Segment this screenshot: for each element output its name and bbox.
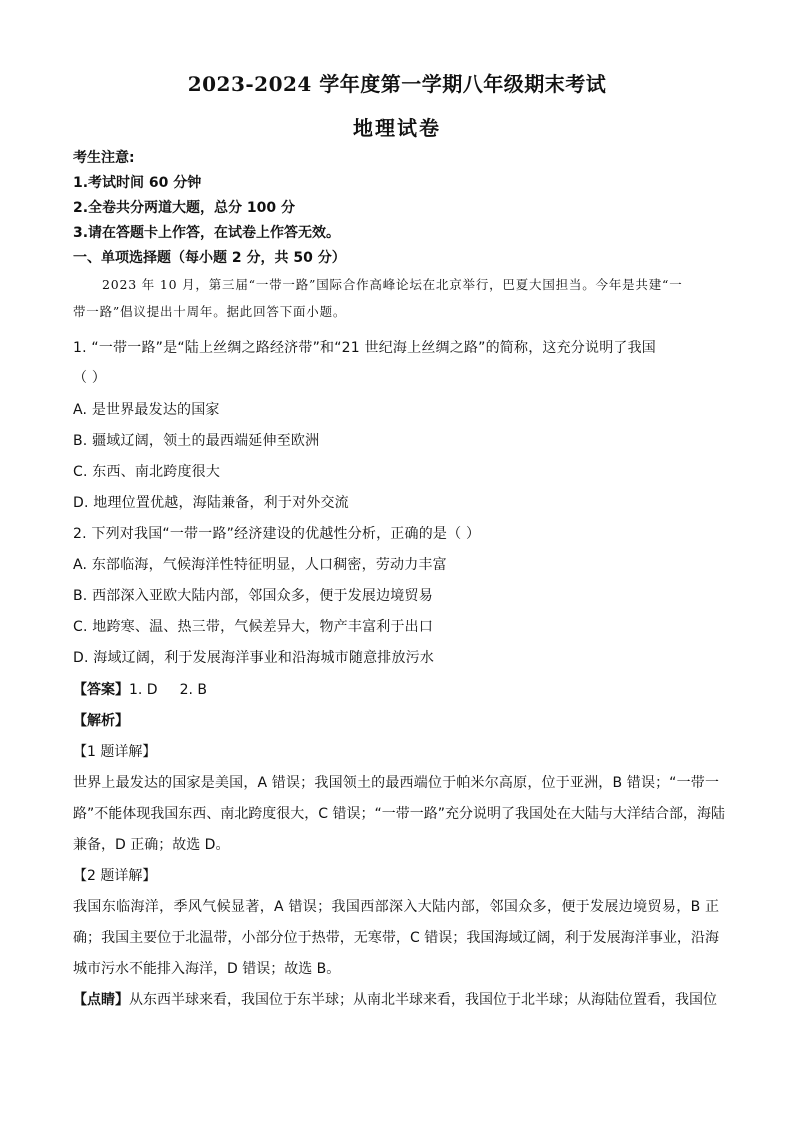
question-2-stem: 2. 下列对我国“一带一路”经济建设的优越性分析，正确的是（ ）: [73, 526, 481, 542]
detail-1-line: 兼备，D 正确；故选 D。: [73, 837, 230, 853]
detail-2-line: 确；我国主要位于北温带，小部分位于热带，无寒带，C 错误；我国海域辽阔，利于发展海洋事业，沿海: [73, 930, 719, 946]
section-title: 一、单项选择题（每小题 2 分，共 50 分）: [73, 250, 346, 266]
answer-label: 【答案】: [73, 682, 129, 698]
question-1-stem: 1. “一带一路”是“陆上丝绸之路经济带”和“21 世纪海上丝绸之路”的简称，这充分说明了我国: [73, 340, 656, 356]
question-1-option-d: D. 地理位置优越，海陆兼备，利于对外交流: [73, 495, 349, 511]
exam-title: 2023-2024 学年度第一学期八年级期末考试: [187, 72, 607, 96]
analysis-label: 【解析】: [73, 713, 129, 729]
passage-line: 带一路”倡议提出十周年。据此回答下面小题。: [73, 304, 347, 319]
detail-1-line: 路”不能体现我国东西、南北跨度很大，C 错误；“一带一路”充分说明了我国处在大陆与大洋结合部，海陆: [73, 806, 725, 822]
answer-1: 1. D: [129, 682, 158, 698]
detail-1-title: 【1 题详解】: [73, 744, 157, 760]
question-1-option-c: C. 东西、南北跨度很大: [73, 464, 221, 480]
subject-title: 地理试卷: [353, 116, 441, 140]
question-1-blank: （ ）: [73, 370, 107, 386]
notice-item: 2.全卷共分两道大题，总分 100 分: [73, 200, 296, 216]
detail-2-title: 【2 题详解】: [73, 868, 157, 884]
question-2-option-c: C. 地跨寒、温、热三带，气候差异大，物产丰富利于出口: [73, 619, 434, 635]
question-2-option-a: A. 东部临海，气候海洋性特征明显，人口稠密，劳动力丰富: [73, 557, 447, 573]
detail-2-line: 城市污水不能排入海洋，D 错误；故选 B。: [73, 961, 341, 977]
passage-line: 2023 年 10 月，第三届“一带一路”国际合作高峰论坛在北京举行，巴夏大国担当。今年是共建“一: [102, 277, 683, 292]
notice-heading: 考生注意:: [73, 150, 135, 166]
question-1-option-a: A. 是世界最发达的国家: [73, 402, 220, 418]
detail-2-line: 我国东临海洋，季风气候显著，A 错误；我国西部深入大陆内部，邻国众多，便于发展边境贸易，B 正: [73, 899, 719, 915]
notice-item: 1.考试时间 60 分钟: [73, 175, 202, 191]
key-point-label: 【点睛】: [73, 992, 129, 1008]
key-point-text: 从东西半球来看，我国位于东半球；从南北半球来看，我国位于北半球；从海陆位置看，我国位: [129, 992, 717, 1008]
key-point-line: [73, 990, 717, 1010]
answer-line: [73, 680, 207, 700]
question-1-option-b: B. 疆域辽阔，领土的最西端延伸至欧洲: [73, 433, 320, 449]
answer-2: 2. B: [179, 682, 208, 698]
notice-item: 3.请在答题卡上作答，在试卷上作答无效。: [73, 225, 341, 241]
question-2-option-d: D. 海域辽阔，利于发展海洋事业和沿海城市随意排放污水: [73, 650, 435, 666]
detail-1-line: 世界上最发达的国家是美国，A 错误；我国领土的最西端位于帕米尔高原，位于亚洲，B 错误；“一带一: [73, 775, 719, 791]
question-2-option-b: B. 西部深入亚欧大陆内部，邻国众多，便于发展边境贸易: [73, 588, 433, 604]
